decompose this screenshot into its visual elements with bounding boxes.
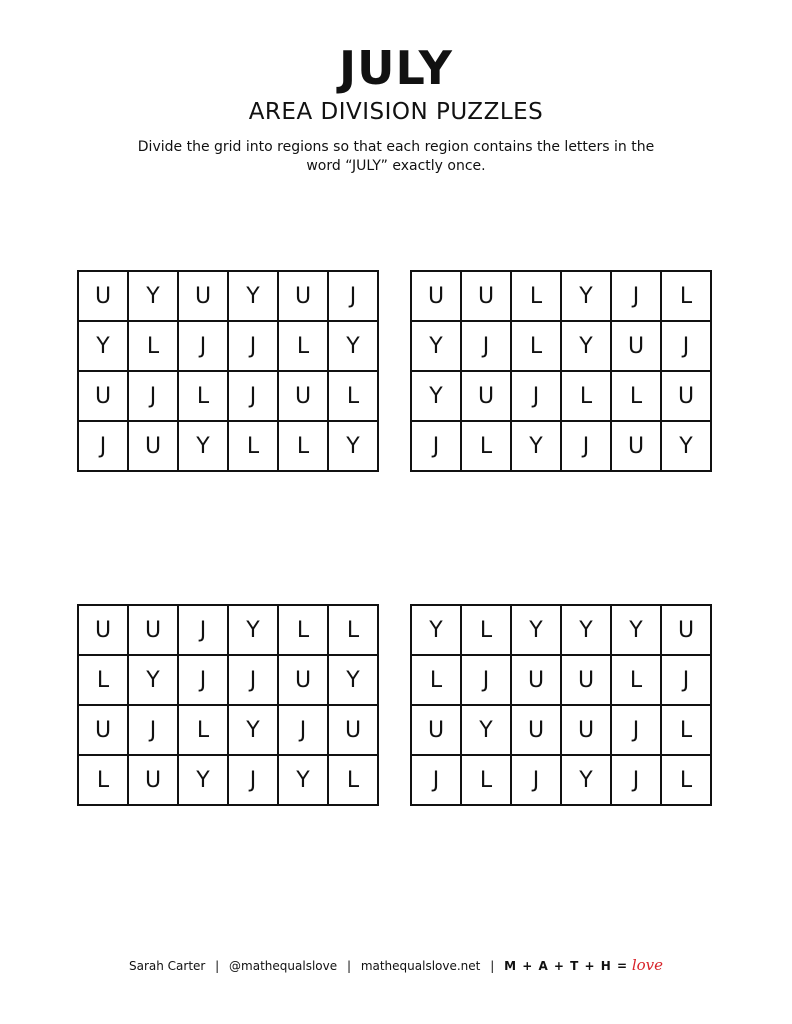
puzzle-cell: U [462, 272, 512, 322]
puzzle-cell: U [562, 706, 612, 756]
puzzle-cell: U [512, 656, 562, 706]
puzzle-cell: L [279, 606, 329, 656]
footer-separator: | [346, 959, 351, 973]
puzzle-cell: U [79, 706, 129, 756]
puzzle-cell: Y [329, 322, 379, 372]
puzzle-cell: Y [279, 756, 329, 806]
puzzle-cell: U [612, 322, 662, 372]
puzzle-cell: U [279, 656, 329, 706]
puzzle-cell: J [512, 756, 562, 806]
puzzle-cell: J [612, 756, 662, 806]
puzzle-cell: L [329, 756, 379, 806]
puzzle-cell: Y [412, 322, 462, 372]
puzzle-cell: Y [562, 322, 612, 372]
footer-brand: M + A + T + H = [504, 959, 629, 973]
puzzle-cell: L [462, 422, 512, 472]
puzzle-cell: J [179, 656, 229, 706]
puzzle-cell: Y [179, 422, 229, 472]
puzzle-cell: L [612, 372, 662, 422]
puzzle-cell: L [229, 422, 279, 472]
footer-website: mathequalslove.net [360, 959, 481, 973]
puzzle-cell: L [662, 756, 712, 806]
page-subtitle: AREA DIVISION PUZZLES [248, 99, 544, 125]
puzzle-cell: L [512, 272, 562, 322]
puzzle-cell: U [79, 372, 129, 422]
puzzle-cell: L [179, 372, 229, 422]
puzzle-cell: Y [129, 272, 179, 322]
footer-author: Sarah Carter [128, 959, 206, 973]
puzzle-cell: U [512, 706, 562, 756]
puzzle-cell: J [329, 272, 379, 322]
puzzle-cell: Y [562, 272, 612, 322]
puzzle-cell: J [179, 322, 229, 372]
puzzle-cell: Y [662, 422, 712, 472]
puzzle-cell: L [412, 656, 462, 706]
puzzle-cell: J [512, 372, 562, 422]
footer-separator: | [215, 959, 220, 973]
puzzle-grid-1 [77, 270, 379, 472]
puzzle-cell: Y [462, 706, 512, 756]
footer-separator: | [490, 959, 495, 973]
puzzle-cell: J [229, 756, 279, 806]
puzzle-cell: L [662, 706, 712, 756]
puzzle-cell: U [179, 272, 229, 322]
puzzle-cell: J [179, 606, 229, 656]
footer [0, 955, 792, 976]
puzzle-cell: L [79, 756, 129, 806]
puzzle-cell: U [129, 606, 179, 656]
puzzle-cell: J [662, 656, 712, 706]
puzzle-cell: J [612, 272, 662, 322]
puzzle-cell: J [612, 706, 662, 756]
puzzle-cell: L [329, 372, 379, 422]
puzzle-cell: Y [229, 606, 279, 656]
puzzle-cell: J [562, 422, 612, 472]
puzzle-cell: Y [512, 606, 562, 656]
puzzle-cell: U [612, 422, 662, 472]
puzzle-cell: J [279, 706, 329, 756]
puzzle-cell: U [662, 372, 712, 422]
puzzle-cell: L [462, 606, 512, 656]
puzzle-grid-4 [410, 604, 712, 806]
puzzle-grid-2 [410, 270, 712, 472]
puzzle-cell: U [562, 656, 612, 706]
puzzle-cell: Y [229, 272, 279, 322]
puzzle-cell: Y [412, 606, 462, 656]
puzzle-cell: Y [129, 656, 179, 706]
puzzle-cell: U [462, 372, 512, 422]
puzzle-cell: J [129, 706, 179, 756]
puzzle-cell: L [79, 656, 129, 706]
puzzle-cell: Y [562, 756, 612, 806]
puzzle-cell: L [279, 322, 329, 372]
puzzle-cell: L [279, 422, 329, 472]
puzzle-cell: L [329, 606, 379, 656]
instructions-line-2: word “JULY” exactly once. [306, 158, 486, 174]
puzzle-cell: L [129, 322, 179, 372]
puzzle-cell: Y [79, 322, 129, 372]
puzzle-cell: L [462, 756, 512, 806]
puzzle-cell: L [612, 656, 662, 706]
puzzle-cell: U [79, 606, 129, 656]
puzzle-cell: Y [512, 422, 562, 472]
puzzle-cell: Y [229, 706, 279, 756]
puzzle-cell: L [662, 272, 712, 322]
page-title: JULY [339, 41, 453, 95]
puzzle-cell: Y [412, 372, 462, 422]
puzzle-cell: Y [329, 422, 379, 472]
puzzle-cell: J [229, 656, 279, 706]
puzzle-cell: J [229, 372, 279, 422]
puzzle-cell: Y [179, 756, 229, 806]
puzzle-cell: U [412, 706, 462, 756]
puzzle-cell: Y [612, 606, 662, 656]
instructions-line-1: Divide the grid into regions so that each region contains the letters in the [137, 139, 655, 155]
puzzle-grid-3 [77, 604, 379, 806]
puzzle-cell: L [512, 322, 562, 372]
puzzle-cell: J [129, 372, 179, 422]
puzzle-cell: U [662, 606, 712, 656]
puzzle-cell: U [279, 372, 329, 422]
puzzle-cell: Y [329, 656, 379, 706]
puzzle-cell: J [462, 656, 512, 706]
puzzle-cell: L [562, 372, 612, 422]
puzzle-cell: U [129, 422, 179, 472]
instructions [110, 138, 682, 176]
puzzle-cell: J [412, 756, 462, 806]
puzzle-cell: U [329, 706, 379, 756]
puzzle-cell: U [79, 272, 129, 322]
puzzle-cell: J [412, 422, 462, 472]
footer-love-logo: love [631, 956, 664, 974]
footer-handle: @mathequalslove [229, 959, 338, 973]
puzzle-cell: J [79, 422, 129, 472]
puzzle-cell: Y [562, 606, 612, 656]
puzzle-cell: U [129, 756, 179, 806]
puzzle-cell: J [662, 322, 712, 372]
puzzle-cell: U [412, 272, 462, 322]
puzzle-cell: L [179, 706, 229, 756]
puzzle-cell: J [229, 322, 279, 372]
puzzle-cell: U [279, 272, 329, 322]
puzzle-cell: J [462, 322, 512, 372]
